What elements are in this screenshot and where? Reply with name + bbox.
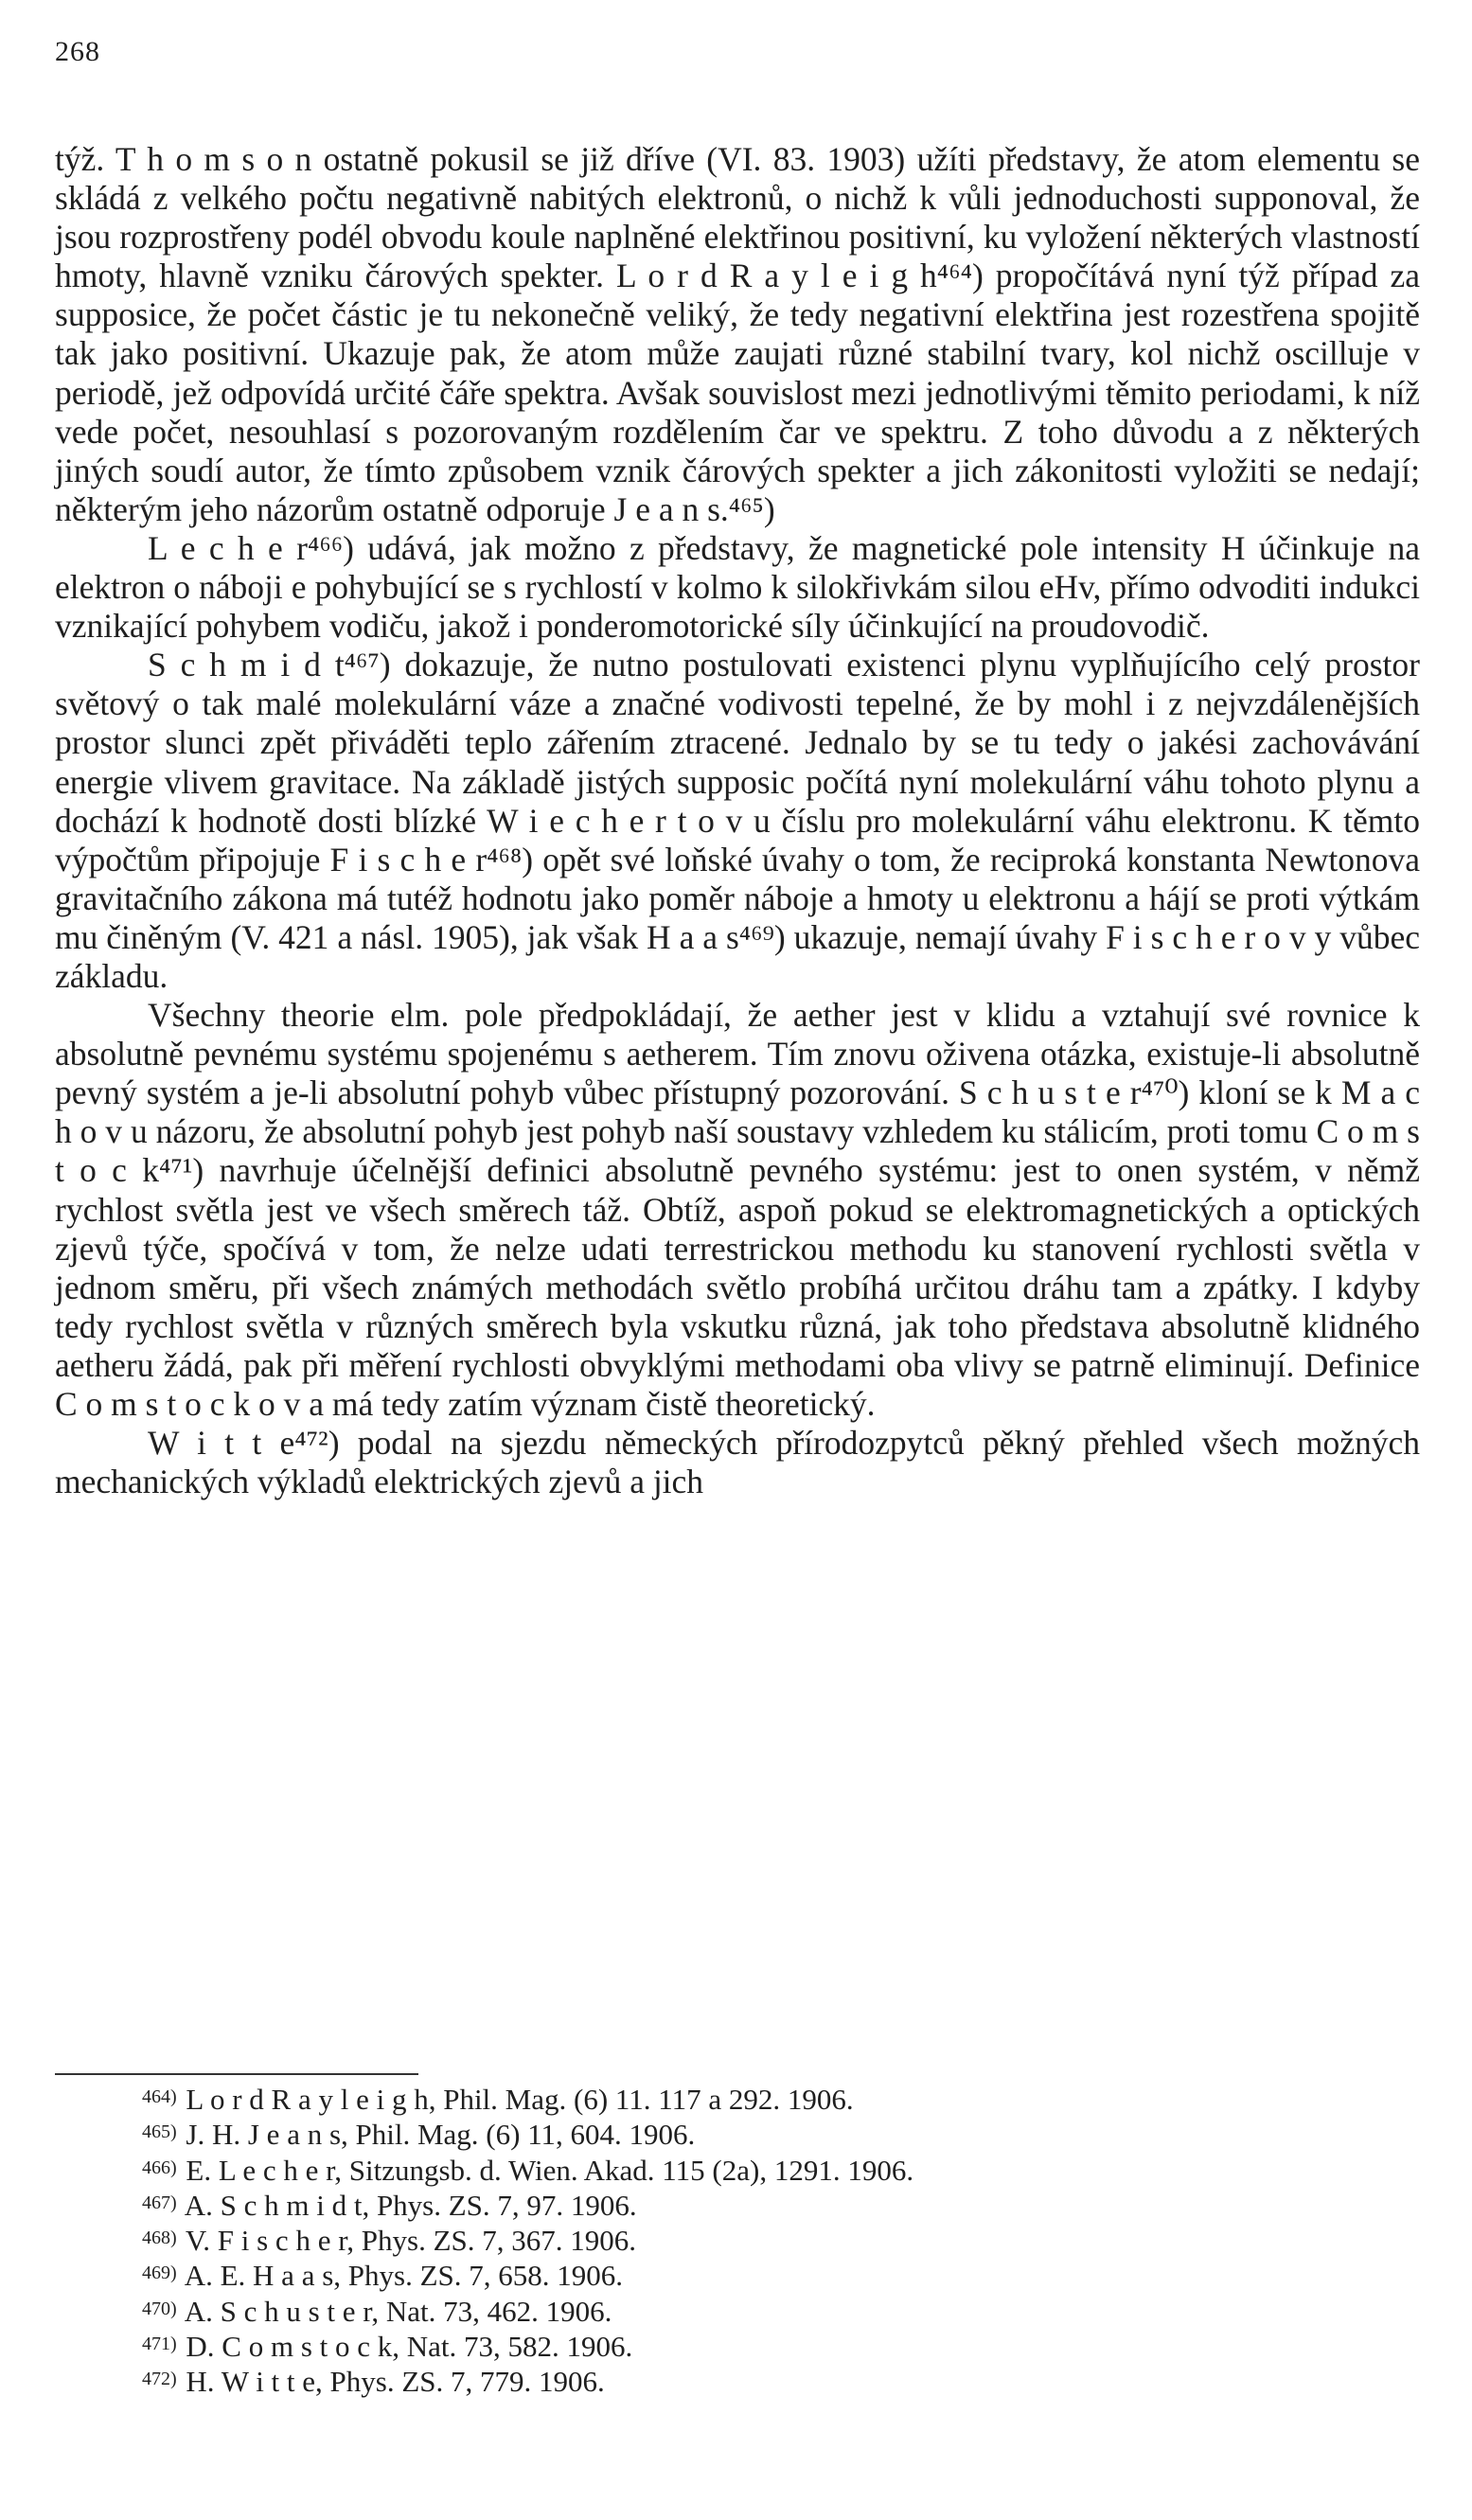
footnote-text: D. C o m s t o c k, Nat. 73, 582. 1906.	[186, 2330, 633, 2364]
footnote-text: L o r d R a y l e i g h, Phil. Mag. (6) 11. 117 a 292. 1906.	[186, 2083, 854, 2116]
footnote-text: J. H. J e a n s, Phil. Mag. (6) 11, 604. 1906.	[186, 2118, 696, 2152]
footnote-text: A. S c h u s t e r, Nat. 73, 462. 1906.	[184, 2294, 612, 2328]
footnote-text: V. F i s c h e r, Phys. ZS. 7, 367. 1906.	[185, 2224, 637, 2258]
footnote	[142, 2152, 1278, 2187]
paragraph: L e c h e r⁴⁶⁶) udává, jak možno z představy, že magnetické pole intensity H účinkuje na elektron o náboji e pohybující se s rychlostí v kolmo k silokřivkám silou eHv, přímo odvoditi indukci vznikající pohybem vodiču, jakož i ponderomotorické síly účinkující na proudovodič.	[55, 528, 1420, 646]
footnotes-list	[142, 2081, 1278, 2399]
footnote	[142, 2293, 1278, 2328]
paragraph: Všechny theorie elm. pole předpokládají, že aether jest v klidu a vztahují své rovnice k absolutně pevnému systému spojenému s aetherem. Tím znovu oživena otázka, existuje-li absolutně pevný systém a je-li absolutní pohyb vůbec přístupný pozorování. S c h u s t e r⁴⁷⁰) kloní se k M a c h o v u názoru, že absolutní pohyb jest pohyb naší soustavy vzhledem ku stálicím, proti tomu C o m s t o c k⁴⁷¹) navrhuje účelnější definici absolutně pevného systému: jest to onen systém, v němž rychlost světla jest ve všech směrech táž. Obtíž, aspoň pokud se elektromagnetických a optických zjevů týče, spočívá v tom, že nelze udati terrestrickou methodu ku stanovení rychlosti světla v jednom směru, při všech známých methodách světlo probíhá určitou dráhu tam a zpátky. I kdyby tedy rychlost světla v různých směrech byla vskutku různá, jak toho představa absolutně klidného aetheru žádá, pak při měření rychlosti obvyklými methodami oba vlivy se patrně eliminují. Definice C o m s t o c k o v a má tedy zatím význam čistě theoretický.	[55, 996, 1420, 1423]
footnote-text: E. L e c h e r, Sitzungsb. d. Wien. Akad. 115 (2a), 1291. 1906.	[186, 2153, 914, 2187]
paragraph: týž. T h o m s o n ostatně pokusil se již dříve (VI. 83. 1903) užíti představy, že atom elementu se skládá z velkého počtu negativně nabitých elektronů, o nichž k vůli jednoduchosti supponoval, že jsou rozprostřeny podél obvodu koule naplněné elektřinou positivní, ku vyložení některých vlastností hmoty, hlavně vzniku čárových spekter. L o r d R a y l e i g h⁴⁶⁴) propočítává nyní týž případ za supposice, že počet částic je tu nekonečně veliký, že tedy negativní elektřina jest rozestřena spojitě tak jako positivní. Ukazuje pak, že atom může zaujati různé stabilní tvary, kol nichž oscilluje v periodě, jež odpovídá určité čáře spektra. Avšak souvislost mezi jednotlivými těmito periodami, k níž vede počet, nesouhlasí s pozorovaným rozdělením čar ve spektru. Z toho důvodu a z některých jiných soudí autor, že tímto způsobem vznik čárových spekter a jich zákonitosti vyložiti se nedají; některým jeho názorům ostatně odporuje J e a n s.⁴⁶⁵)	[55, 140, 1420, 528]
footnote	[142, 2363, 1278, 2398]
footnote	[142, 2222, 1278, 2257]
page-number: 268	[55, 36, 100, 67]
footnote-number: 467)	[142, 2192, 177, 2213]
paragraph: S c h m i d t⁴⁶⁷) dokazuje, že nutno postulovati existenci plynu vyplňujícího celý prostor světový o tak malé molekulární váze a značné vodivosti tepelné, že by mohl i z nejvzdálenějších prostor slunci zpět přiváděti teplo zářením ztracené. Jednalo by se tu tedy o jakési zachovávání energie vlivem gravitace. Na základě jistých supposic počítá nyní molekulární váhu tohoto plynu a dochází k hodnotě dosti blízké W i e c h e r t o v u číslu pro molekulární váhu elektronu. K těmto výpočtům připojuje F i s c h e r⁴⁶⁸) opět své loňské úvahy o tom, že reciproká konstanta Newtonova gravitačního zákona má tutéž hodnotu jako poměr náboje a hmoty u elektronu a hájí se proti výtkám mu činěným (V. 421 a násl. 1905), jak však H a a s⁴⁶⁹) ukazuje, nemají úvahy F i s c h e r o v y vůbec základu.	[55, 646, 1420, 995]
footnote-number: 469)	[142, 2263, 177, 2284]
footnote	[142, 2116, 1278, 2151]
footnote	[142, 2187, 1278, 2222]
paragraph: W i t t e⁴⁷²) podal na sjezdu německých přírodozpytců pěkný přehled všech možných mechanických výkladů elektrických zjevů a jich	[55, 1424, 1420, 1501]
footnote-number: 464)	[142, 2086, 177, 2107]
main-text	[55, 140, 1420, 1501]
footnote-number: 465)	[142, 2121, 177, 2143]
footnote-number: 471)	[142, 2334, 177, 2355]
footnote-text: A. S c h m i d t, Phys. ZS. 7, 97. 1906.	[184, 2188, 637, 2222]
footnote-text: A. E. H a a s, Phys. ZS. 7, 658. 1906.	[184, 2259, 623, 2293]
footnote-number: 470)	[142, 2298, 177, 2319]
footnote	[142, 2257, 1278, 2292]
footnote-number: 468)	[142, 2227, 177, 2249]
footnote-text: H. W i t t e, Phys. ZS. 7, 779. 1906.	[186, 2365, 605, 2399]
footnote	[142, 2328, 1278, 2363]
footnote-number: 472)	[142, 2369, 177, 2390]
footnote-divider	[55, 2073, 418, 2075]
footnote-number: 466)	[142, 2156, 177, 2178]
footnote	[142, 2081, 1278, 2116]
